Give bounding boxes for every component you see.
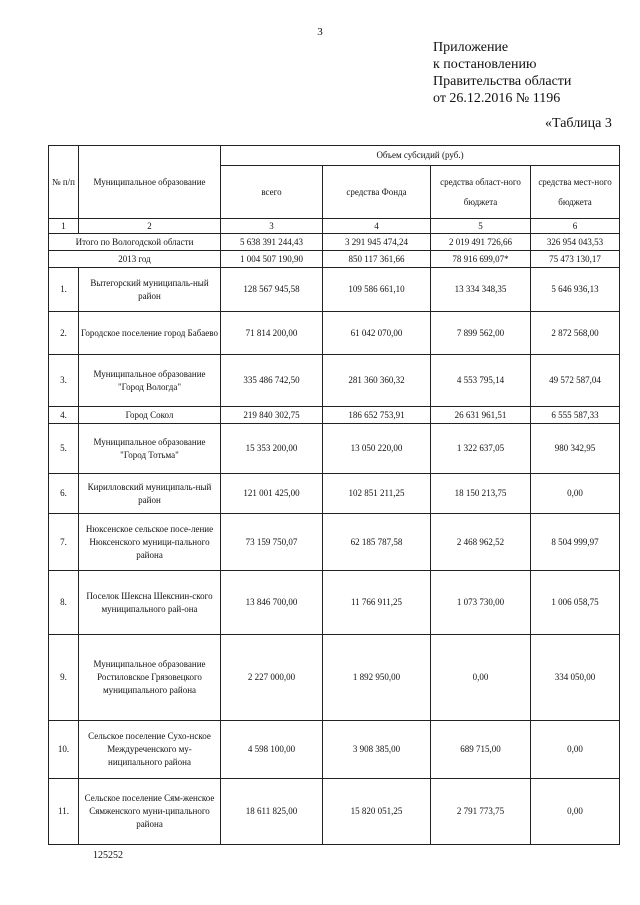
column-number: 6: [531, 219, 620, 234]
row-num: 8.: [49, 571, 79, 635]
row-total: 73 159 750,07: [221, 514, 323, 571]
row-local: 0,00: [531, 721, 620, 779]
row-municipality: Муниципальное образование Ростиловское Грязовецкого муниципального района: [79, 635, 221, 721]
year-total-label: 2013 год: [49, 251, 221, 268]
row-regional: 13 334 348,35: [431, 268, 531, 312]
row-fund: 1 892 950,00: [323, 635, 431, 721]
row-regional: 0,00: [431, 635, 531, 721]
row-municipality: Город Сокол: [79, 407, 221, 424]
row-municipality: Муниципальное образование "Город Тотьма": [79, 424, 221, 474]
header-local: средства мест-ного бюджета: [531, 166, 620, 219]
row-fund: 15 820 051,25: [323, 779, 431, 845]
header-fund: средства Фонда: [323, 166, 431, 219]
row-municipality: Вытегорский муниципаль-ный район: [79, 268, 221, 312]
row-regional: 2 791 773,75: [431, 779, 531, 845]
row-regional: 26 631 961,51: [431, 407, 531, 424]
row-fund: 186 652 753,91: [323, 407, 431, 424]
row-local: 2 872 568,00: [531, 312, 620, 355]
row-num: 11.: [49, 779, 79, 845]
row-num: 6.: [49, 474, 79, 514]
row-num: 5.: [49, 424, 79, 474]
row-municipality: Городское поселение город Бабаево: [79, 312, 221, 355]
header-regional: средства област-ного бюджета: [431, 166, 531, 219]
row-num: 7.: [49, 514, 79, 571]
table-row: [49, 474, 620, 514]
year-total-row: [49, 251, 620, 268]
appendix-line: к постановлению: [433, 57, 537, 72]
row-total: 219 840 302,75: [221, 407, 323, 424]
row-total: 335 486 742,50: [221, 355, 323, 407]
page-number: 3: [317, 26, 323, 38]
row-municipality: Кирилловский муниципаль-ный район: [79, 474, 221, 514]
table-row: [49, 635, 620, 721]
row-fund: 13 050 220,00: [323, 424, 431, 474]
row-total: 121 001 425,00: [221, 474, 323, 514]
table-row: [49, 312, 620, 355]
row-num: 1.: [49, 268, 79, 312]
table-row: [49, 407, 620, 424]
table-label: «Таблица 3: [545, 116, 612, 131]
row-total: 13 846 700,00: [221, 571, 323, 635]
row-fund: 102 851 211,25: [323, 474, 431, 514]
row-regional: 1 073 730,00: [431, 571, 531, 635]
table-row: [49, 514, 620, 571]
year-total-regional: 78 916 699,07*: [431, 251, 531, 268]
appendix-line: от 26.12.2016 № 1196: [433, 91, 561, 106]
row-total: 71 814 200,00: [221, 312, 323, 355]
appendix-line: Приложение: [433, 40, 509, 55]
row-regional: 2 468 962,52: [431, 514, 531, 571]
row-local: 334 050,00: [531, 635, 620, 721]
row-local: 5 646 936,13: [531, 268, 620, 312]
row-regional: 1 322 637,05: [431, 424, 531, 474]
column-number: 4: [323, 219, 431, 234]
year-total-fund: 850 117 361,66: [323, 251, 431, 268]
row-municipality: Сельское поселение Сухо-нское Междуреченского му-ниципального района: [79, 721, 221, 779]
row-local: 6 555 587,33: [531, 407, 620, 424]
table-row: [49, 424, 620, 474]
row-num: 9.: [49, 635, 79, 721]
row-num: 4.: [49, 407, 79, 424]
row-regional: 689 715,00: [431, 721, 531, 779]
column-numbers-row: [49, 219, 620, 234]
appendix-header: [433, 39, 571, 107]
row-fund: 109 586 661,10: [323, 268, 431, 312]
appendix-line: Правительства области: [433, 74, 572, 89]
row-total: 18 611 825,00: [221, 779, 323, 845]
region-total-local: 326 954 043,53: [531, 234, 620, 251]
row-local: 0,00: [531, 474, 620, 514]
row-municipality: Муниципальное образование "Город Вологда": [79, 355, 221, 407]
column-number: 2: [79, 219, 221, 234]
header-subsidy-group: Объем субсидий (руб.): [221, 146, 620, 166]
table-row: [49, 268, 620, 312]
header-num: № п/п: [49, 146, 79, 219]
row-local: 0,00: [531, 779, 620, 845]
region-total-label: Итого по Вологодской области: [49, 234, 221, 251]
table-row: [49, 571, 620, 635]
row-local: 1 006 058,75: [531, 571, 620, 635]
row-fund: 11 766 911,25: [323, 571, 431, 635]
region-total-regional: 2 019 491 726,66: [431, 234, 531, 251]
row-num: 10.: [49, 721, 79, 779]
year-total-sum: 1 004 507 190,90: [221, 251, 323, 268]
region-total-sum: 5 638 391 244,43: [221, 234, 323, 251]
row-total: 128 567 945,58: [221, 268, 323, 312]
row-municipality: Поселок Шексна Шекснин-ского муниципального рай-она: [79, 571, 221, 635]
region-total-row: [49, 234, 620, 251]
row-local: 980 342,95: [531, 424, 620, 474]
row-local: 49 572 587,04: [531, 355, 620, 407]
row-regional: 7 899 562,00: [431, 312, 531, 355]
row-regional: 4 553 795,14: [431, 355, 531, 407]
header-total: всего: [221, 166, 323, 219]
header-municipality: Муниципальное образование: [79, 146, 221, 219]
column-number: 5: [431, 219, 531, 234]
row-fund: 3 908 385,00: [323, 721, 431, 779]
row-regional: 18 150 213,75: [431, 474, 531, 514]
row-municipality: Сельское поселение Сям-женское Сямженского муни-ципального района: [79, 779, 221, 845]
row-total: 2 227 000,00: [221, 635, 323, 721]
footer-code: 125252: [93, 850, 123, 861]
column-number: 3: [221, 219, 323, 234]
year-total-local: 75 473 130,17: [531, 251, 620, 268]
subsidy-table: [48, 145, 620, 845]
row-num: 3.: [49, 355, 79, 407]
row-fund: 281 360 360,32: [323, 355, 431, 407]
column-number: 1: [49, 219, 79, 234]
row-local: 8 504 999,97: [531, 514, 620, 571]
row-total: 4 598 100,00: [221, 721, 323, 779]
row-fund: 62 185 787,58: [323, 514, 431, 571]
row-total: 15 353 200,00: [221, 424, 323, 474]
table-row: [49, 355, 620, 407]
table-row: [49, 779, 620, 845]
row-municipality: Нюксенское сельское посе-ление Нюксенского муници-пального района: [79, 514, 221, 571]
row-fund: 61 042 070,00: [323, 312, 431, 355]
table-row: [49, 721, 620, 779]
region-total-fund: 3 291 945 474,24: [323, 234, 431, 251]
row-num: 2.: [49, 312, 79, 355]
